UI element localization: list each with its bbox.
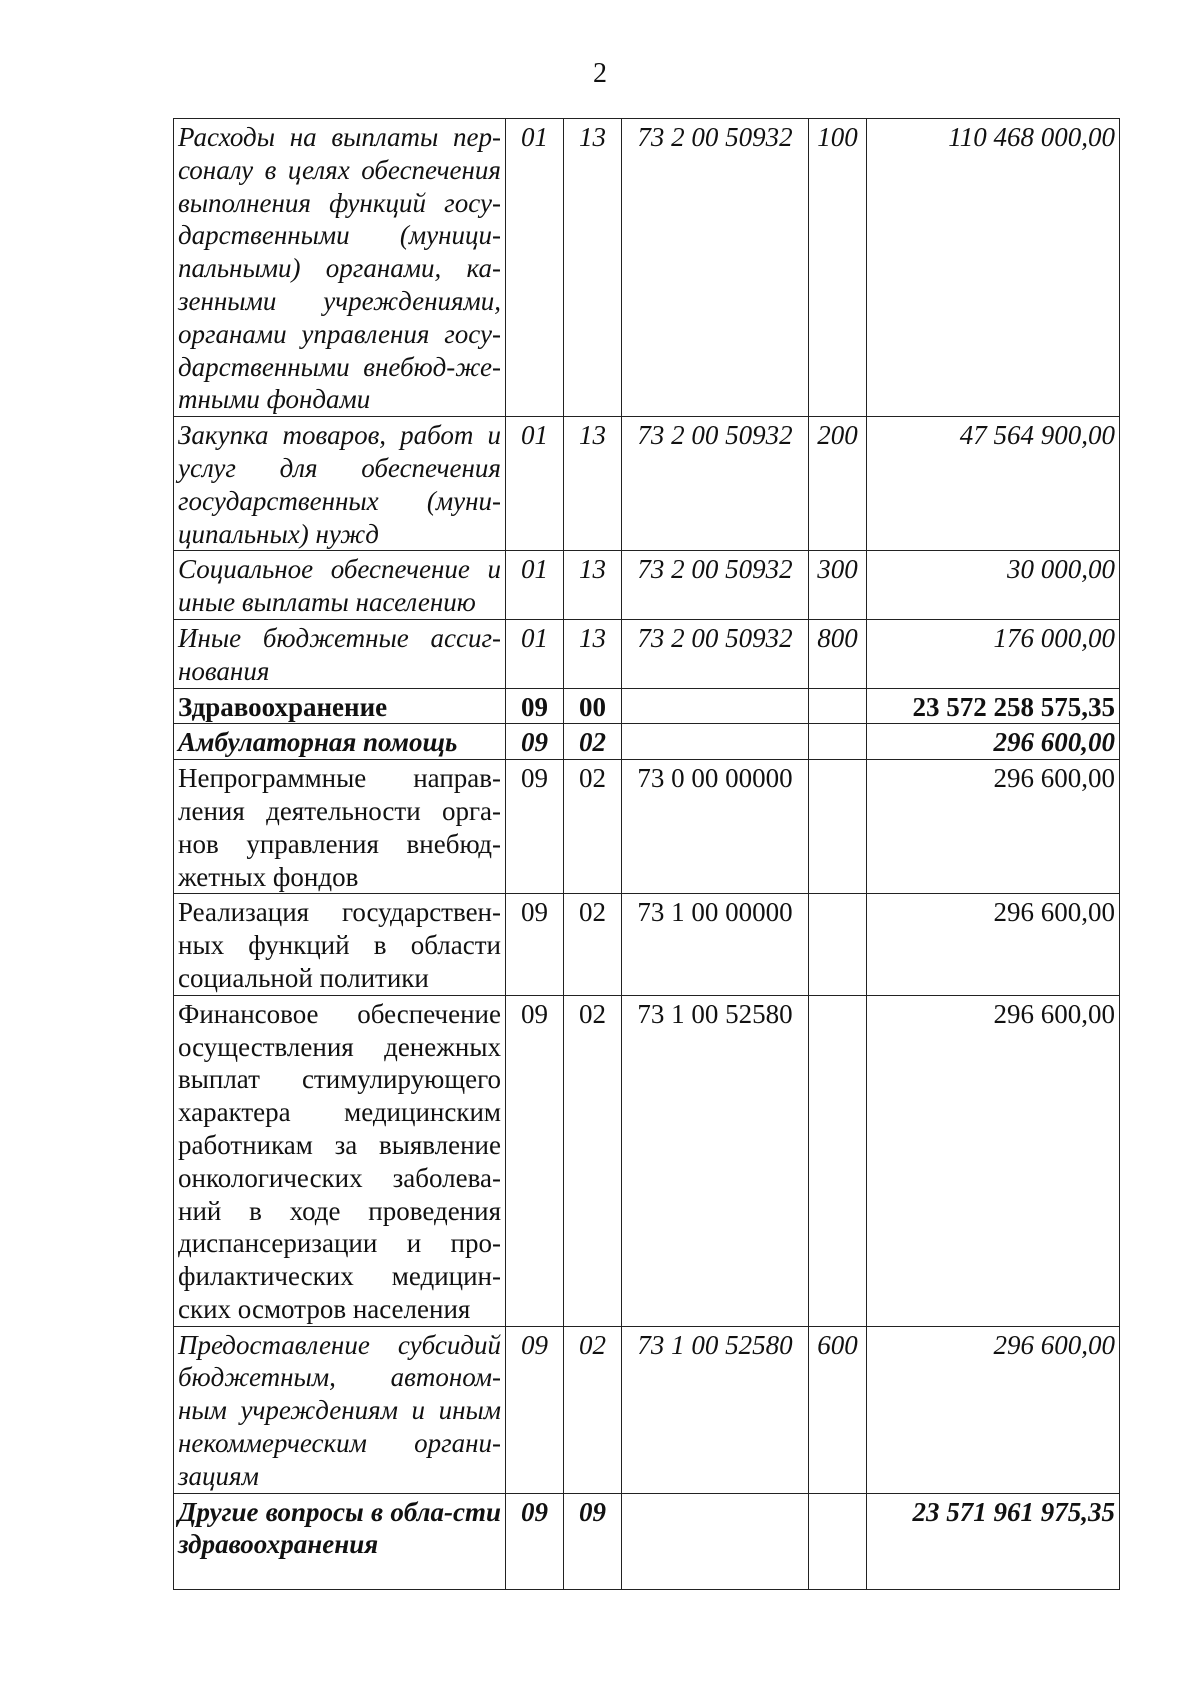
row-name: Предоставление субсидий бюджетным, автоном-ным учреждениям и иным некоммерческим органи-зациям [174, 1326, 506, 1493]
row-subsection-code: 02 [564, 1326, 622, 1493]
row-expense-type-code [809, 1493, 867, 1589]
table-row [174, 1493, 1120, 1589]
row-expense-type-code [809, 688, 867, 724]
row-amount: 23 572 258 575,35 [867, 688, 1120, 724]
row-section-code: 01 [506, 417, 564, 551]
row-section-code: 09 [506, 688, 564, 724]
row-target-article-code: 73 0 00 00000 [622, 760, 809, 894]
row-expense-type-code [809, 995, 867, 1326]
row-section-code: 09 [506, 995, 564, 1326]
table-row [174, 995, 1120, 1326]
page-number: 2 [593, 58, 607, 89]
row-name: Здравоохранение [174, 688, 506, 724]
row-amount: 110 468 000,00 [867, 119, 1120, 417]
row-section-code: 01 [506, 551, 564, 620]
row-amount: 176 000,00 [867, 619, 1120, 688]
row-amount: 296 600,00 [867, 894, 1120, 995]
row-name: Непрограммные направ-ления деятельности орга-нов управления внебюд-жетных фондов [174, 760, 506, 894]
budget-table [173, 118, 1120, 1590]
table-row [174, 894, 1120, 995]
row-name: Социальное обеспечение и иные выплаты населению [174, 551, 506, 620]
row-amount: 296 600,00 [867, 995, 1120, 1326]
row-target-article-code: 73 2 00 50932 [622, 551, 809, 620]
table-row [174, 119, 1120, 417]
row-section-code: 09 [506, 724, 564, 760]
row-expense-type-code: 300 [809, 551, 867, 620]
table-row [174, 760, 1120, 894]
row-amount: 296 600,00 [867, 1326, 1120, 1493]
row-name: Другие вопросы в обла-сти здравоохранения [174, 1493, 506, 1589]
row-section-code: 09 [506, 760, 564, 894]
row-amount: 47 564 900,00 [867, 417, 1120, 551]
row-expense-type-code [809, 760, 867, 894]
row-subsection-code: 13 [564, 119, 622, 417]
row-amount: 23 571 961 975,35 [867, 1493, 1120, 1589]
row-target-article-code [622, 724, 809, 760]
row-target-article-code: 73 2 00 50932 [622, 417, 809, 551]
row-name: Реализация государствен-ных функций в области социальной политики [174, 894, 506, 995]
table-row [174, 619, 1120, 688]
row-subsection-code: 13 [564, 619, 622, 688]
row-subsection-code: 02 [564, 760, 622, 894]
row-target-article-code: 73 2 00 50932 [622, 119, 809, 417]
table-row [174, 688, 1120, 724]
row-target-article-code: 73 1 00 52580 [622, 995, 809, 1326]
row-target-article-code: 73 2 00 50932 [622, 619, 809, 688]
row-name: Амбулаторная помощь [174, 724, 506, 760]
row-subsection-code: 02 [564, 995, 622, 1326]
row-target-article-code: 73 1 00 52580 [622, 1326, 809, 1493]
row-section-code: 01 [506, 119, 564, 417]
table-row [174, 551, 1120, 620]
row-section-code: 01 [506, 619, 564, 688]
row-target-article-code [622, 688, 809, 724]
row-name: Финансовое обеспечение осуществления денежных выплат стимулирующего характера медицинским работникам за выявление онкологических заболева-ний в ходе проведения диспансеризации и про-филактических медицин-ских осмотров населения [174, 995, 506, 1326]
row-expense-type-code [809, 724, 867, 760]
table-row [174, 724, 1120, 760]
row-target-article-code: 73 1 00 00000 [622, 894, 809, 995]
row-expense-type-code: 200 [809, 417, 867, 551]
row-expense-type-code: 800 [809, 619, 867, 688]
row-name: Расходы на выплаты пер-соналу в целях обеспечения выполнения функций госу-дарственными (муници-пальными) органами, ка-зенными учреждениями, органами управления госу-дарственными внебюд-жетными фондами [174, 119, 506, 417]
row-expense-type-code: 100 [809, 119, 867, 417]
row-amount: 296 600,00 [867, 724, 1120, 760]
row-subsection-code: 02 [564, 894, 622, 995]
row-amount: 30 000,00 [867, 551, 1120, 620]
row-subsection-code: 09 [564, 1493, 622, 1589]
row-section-code: 09 [506, 1326, 564, 1493]
row-amount: 296 600,00 [867, 760, 1120, 894]
row-expense-type-code: 600 [809, 1326, 867, 1493]
row-name: Иные бюджетные ассиг-нования [174, 619, 506, 688]
row-subsection-code: 13 [564, 551, 622, 620]
row-target-article-code [622, 1493, 809, 1589]
table-row [174, 417, 1120, 551]
row-section-code: 09 [506, 894, 564, 995]
row-subsection-code: 00 [564, 688, 622, 724]
row-section-code: 09 [506, 1493, 564, 1589]
table-row [174, 1326, 1120, 1493]
row-expense-type-code [809, 894, 867, 995]
row-subsection-code: 13 [564, 417, 622, 551]
row-subsection-code: 02 [564, 724, 622, 760]
row-name: Закупка товаров, работ и услуг для обеспечения государственных (муни-ципальных) нужд [174, 417, 506, 551]
